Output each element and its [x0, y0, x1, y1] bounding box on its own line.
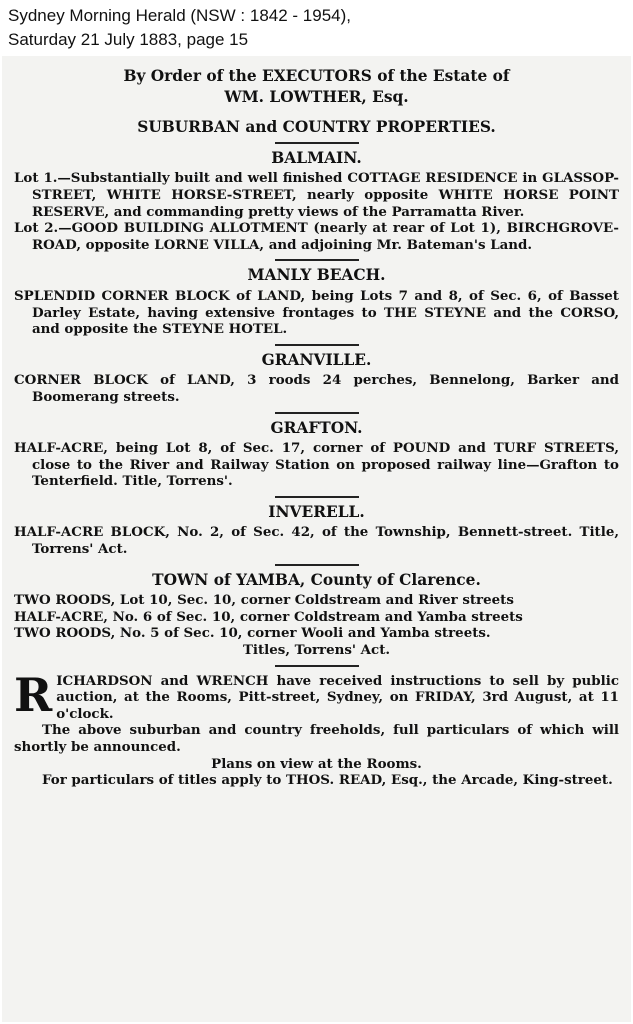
- auction-plans: Plans on view at the Rooms.: [211, 755, 422, 772]
- section-divider: [275, 496, 359, 498]
- manly-text: SPLENDID CORNER BLOCK of LAND, being Lots 7 and 8, of Sec. 6, of Basset Darley Estate, having extensive frontages to THE STEYNE and the CORSO, and opposite the STEYNE HOTEL.: [14, 287, 619, 338]
- order-line-2: WM. LOWTHER, Esq.: [224, 87, 409, 106]
- section-divider: [275, 412, 359, 414]
- newspaper-clipping: [2, 56, 631, 1022]
- manly-heading: MANLY BEACH.: [247, 266, 386, 285]
- yamba-lot-3: TWO ROODS, No. 5 of Sec. 10, corner Wooli and Yamba streets.: [14, 625, 491, 642]
- balmain-lot-2: Lot 2.—GOOD BUILDING ALLOTMENT (nearly at rear of Lot 1), BIRCHGROVE-ROAD, opposite LORNE VILLA, and adjoining Mr. Bateman's Land.: [14, 220, 619, 253]
- granville-text: CORNER BLOCK of LAND, 3 roods 24 perches, Bennelong, Barker and Boomerang streets.: [14, 372, 619, 405]
- inverell-heading: INVERELL.: [268, 502, 365, 521]
- dropcap-letter: R: [14, 667, 53, 722]
- balmain-heading: BALMAIN.: [271, 148, 362, 167]
- auction-notice: [14, 667, 619, 789]
- yamba-lot-2: HALF-ACRE, No. 6 of Sec. 10, corner Coldstream and Yamba streets: [14, 608, 523, 625]
- caption-line-1: Sydney Morning Herald (NSW : 1842 - 1954),: [8, 6, 351, 25]
- yamba-titles: Titles, Torrens' Act.: [242, 642, 391, 659]
- granville-heading: GRANVILLE.: [261, 350, 372, 369]
- section-divider: [275, 665, 359, 667]
- grafton-text: HALF-ACRE, being Lot 8, of Sec. 17, corner of POUND and TURF STREETS, close to the River and Railway Station on proposed railway line—Grafton to Tenterfield. Title, Torrens'.: [14, 440, 619, 490]
- caption-line-2: Saturday 21 July 1883, page 15: [8, 30, 249, 49]
- notice-title: SUBURBAN and COUNTRY PROPERTIES.: [137, 118, 496, 137]
- balmain-lot-1: Lot 1.—Substantially built and well finished COTTAGE RESIDENCE in GLASSOP-STREET, WHITE HORSE-STREET, nearly opposite WHITE HORSE POINT RESERVE, and commanding pretty views of the Parramatta River.: [14, 170, 619, 220]
- yamba-heading: TOWN of YAMBA, County of Clarence.: [152, 570, 481, 589]
- section-divider: [275, 259, 359, 261]
- source-caption: [8, 4, 351, 52]
- inverell-text: HALF-ACRE BLOCK, No. 2, of Sec. 42, of the Township, Bennett-street. Title, Torrens' Act.: [14, 524, 619, 558]
- section-divider: [275, 564, 359, 566]
- section-divider: [275, 344, 359, 346]
- auction-particulars: For particulars of titles apply to THOS. READ, Esq., the Arcade, King-street.: [42, 772, 613, 789]
- grafton-heading: GRAFTON.: [270, 418, 363, 437]
- auction-text: ICHARDSON and WRENCH have received instructions to sell by public auction, at the Rooms, Pitt-street, Sydney, on FRIDAY, 3rd August, at 11 o'clock.: [56, 672, 619, 722]
- yamba-lot-1: TWO ROODS, Lot 10, Sec. 10, corner Coldstream and River streets: [14, 592, 514, 609]
- auction-freeholds: The above suburban and country freeholds, full particulars of which will shortly be announced.: [14, 722, 619, 755]
- section-divider: [275, 142, 359, 144]
- order-line-1: By Order of the EXECUTORS of the Estate of: [123, 67, 510, 85]
